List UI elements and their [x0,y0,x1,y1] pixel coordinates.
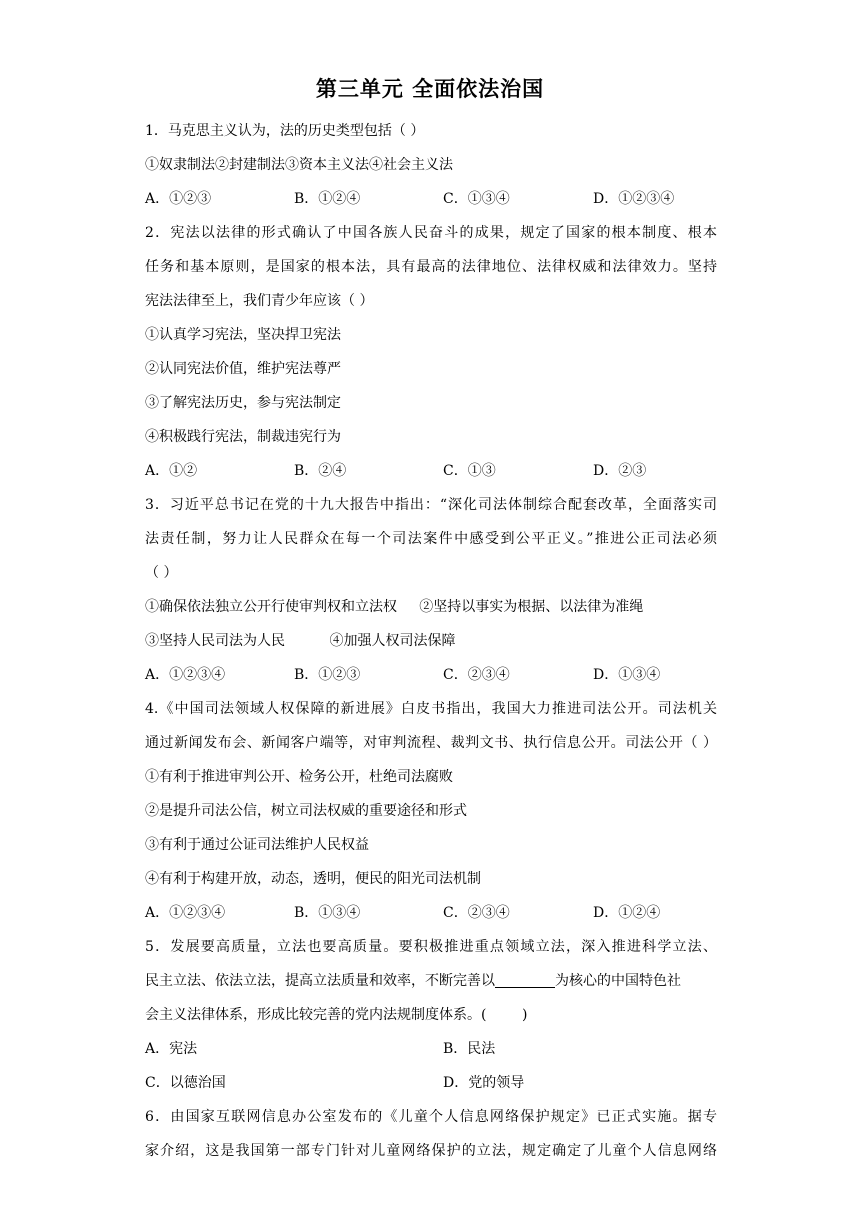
q4-option-b[interactable]: B．①③④ [294,905,361,921]
q1-stem: 1．马克思主义认为，法的历史类型包括（ ） [145,123,425,139]
q3-item: ①确保依法独立公开行使审判权和立法权 ②坚持以事实为根据、以法律为准绳 [145,599,644,615]
q4-option-d[interactable]: D．①②④ [593,905,661,921]
q3-option-a[interactable]: A．①②③④ [145,667,226,683]
q5-option-d[interactable]: D．党的领导 [443,1075,525,1091]
q3-stem-line: （ ） [145,565,178,581]
q2-item: ③了解宪法历史，参与宪法制定 [145,395,341,411]
q5-option-a[interactable]: A．宪法 [145,1041,198,1057]
q1-items: ①奴隶制法②封建制法③资本主义法④社会主义法 [145,157,453,173]
q3-option-b[interactable]: B．①②③ [294,667,361,683]
q4-stem-line: 通过新闻发布会、新闻客户端等，对审判流程、裁判文书、执行信息公开。司法公开（ ） [145,735,717,751]
q2-options [145,454,717,488]
q4-item: ①有利于推进审判公开、检务公开，杜绝司法腐败 [145,769,453,785]
q6-stem-line: 家介绍，这是我国第一部专门针对儿童网络保护的立法，规定确定了儿童个人信息网络 [145,1143,717,1159]
q4-stem-line: 4.《中国司法领域人权保障的新进展》白皮书指出，我国大力推进司法公开。司法机关 [145,701,717,717]
q5-stem-line [145,964,717,998]
q5-stem-line: 会主义法律体系，形成比较完善的党内法规制度体系。( ) [145,1007,528,1023]
q2-option-d[interactable]: D．②③ [593,463,647,479]
q4-item: ③有利于通过公证司法维护人民权益 [145,837,369,853]
q5-option-b[interactable]: B．民法 [443,1041,496,1057]
q5-stem-line: 5．发展要高质量，立法也要高质量。要积极推进重点领域立法，深入推进科学立法、 [145,939,717,955]
q4-item: ④有利于构建开放，动态，透明，便民的阳光司法机制 [145,871,481,887]
fill-in-blank[interactable] [495,971,555,988]
q2-stem-line: 任务和基本原则，是国家的根本法，具有最高的法律地位、法律权威和法律效力。坚持 [145,259,717,275]
q3-option-c[interactable]: C．②③④ [443,667,510,683]
q2-item: ②认同宪法价值，维护宪法尊严 [145,361,341,377]
q5-options-row-2 [145,1066,717,1100]
question-list [145,114,717,1168]
q5-option-c[interactable]: C．以德治国 [145,1075,226,1091]
q1-option-b[interactable]: B．①②④ [294,191,361,207]
q5-options-row-1 [145,1032,717,1066]
q4-option-c[interactable]: C．②③④ [443,905,510,921]
q2-stem-line: 宪法法律至上，我们青少年应该（ ） [145,293,374,309]
q2-option-c[interactable]: C．①③ [443,463,496,479]
q3-stem-line: 3．习近平总书记在党的十九大报告中指出：“深化司法体制综合配套改革，全面落实司 [145,497,717,513]
q2-option-a[interactable]: A．①② [145,463,198,479]
q1-option-d[interactable]: D．①②③④ [593,191,675,207]
q4-option-a[interactable]: A．①②③④ [145,905,226,921]
q3-stem-line: 法责任制，努力让人民群众在每一个司法案件中感受到公平正义。”推进公正司法必须 [145,531,717,547]
q3-option-d[interactable]: D．①③④ [593,667,661,683]
q1-option-a[interactable]: A．①②③ [145,191,212,207]
q3-item: ③坚持人民司法为人民 ④加强人权司法保障 [145,633,456,649]
q5-stem-part: 为核心的中国特色社 [555,973,681,989]
q5-stem-part: 民主立法、依法立法，提高立法质量和效率，不断完善以 [145,973,495,989]
q1-option-c[interactable]: C．①③④ [443,191,510,207]
q2-item: ④积极践行宪法，制裁违宪行为 [145,429,341,445]
q2-item: ①认真学习宪法，坚决捍卫宪法 [145,327,341,343]
q3-options [145,658,717,692]
q4-options [145,896,717,930]
q2-option-b[interactable]: B．②④ [294,463,347,479]
q6-stem-line: 6．由国家互联网信息办公室发布的《儿童个人信息网络保护规定》已正式实施。据专 [145,1109,717,1125]
q1-options [145,182,717,216]
q4-item: ②是提升司法公信，树立司法权威的重要途径和形式 [145,803,467,819]
page-title: 第三单元 全面依法治国 [315,77,545,101]
q2-stem-line: 2．宪法以法律的形式确认了中国各族人民奋斗的成果，规定了国家的根本制度、根本 [145,225,717,241]
